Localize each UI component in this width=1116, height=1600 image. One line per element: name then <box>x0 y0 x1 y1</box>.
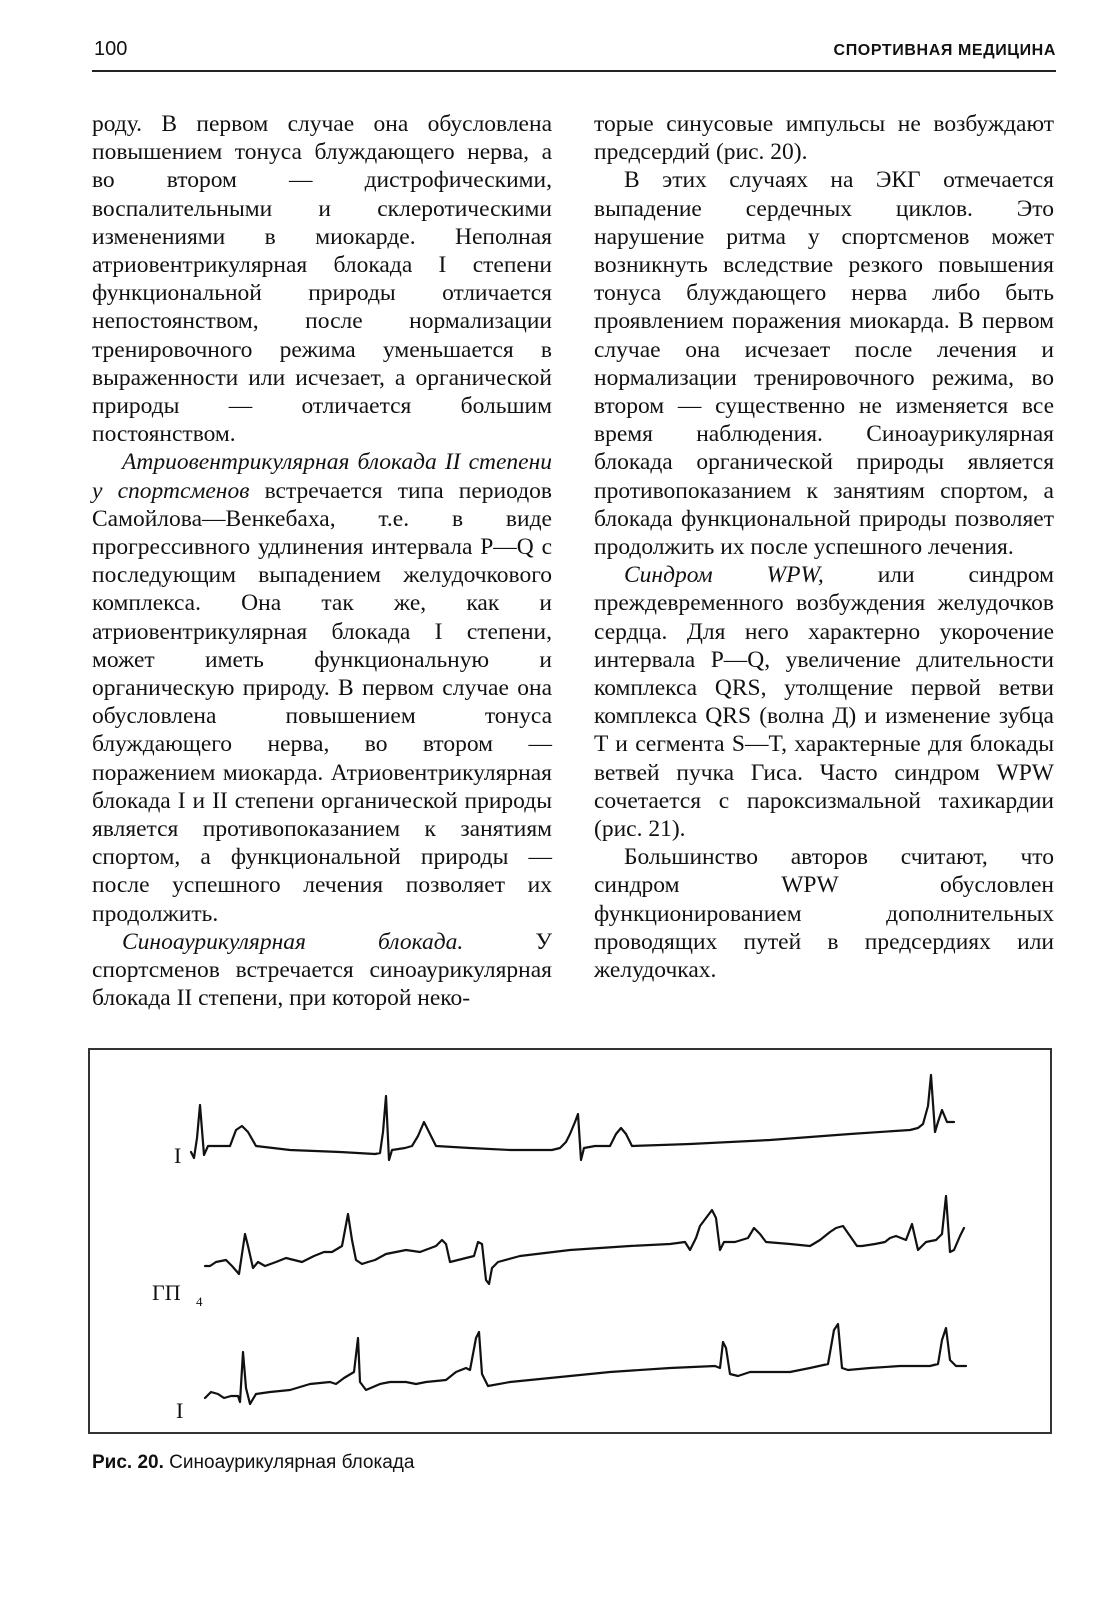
paragraph: В этих случаях на ЭКГ отмечается выпадение сердечных циклов. Это нарушение ритма у спортсменов может возникнуть вследствие резкого повышения тонуса блуждающего нерва либо быть проявлением поражения миокарда. В первом случае она исчезает после лечения и нормализации тренировочного режима, во втором — существенно не изменяется все время наблюдения. Синоаурикулярная блокада органической природы является противопоказанием к занятиям спортом, а блокада функциональной природы позволяет продолжить их после успешного лечения. <box>594 167 1054 561</box>
ecg-traces <box>90 1050 1054 1436</box>
paragraph: роду. В первом случае она обусловлена повышением тонуса блуждающего нерва, а во втором — дистрофическими, воспалительными и склеротическими изменениями в миокарде. Неполная атриовентрикулярная блокада I степени функциональной природы отличается непостоянством, после нормализации тренировочного режима уменьшается в выраженности или исчезает, а органической природы — отличается большим постоянством. <box>92 111 552 448</box>
lead-label: I <box>176 1398 184 1423</box>
running-title: СПОРТИВНАЯ МЕДИЦИНА <box>833 42 1056 59</box>
lead-label: ГП <box>152 1280 181 1305</box>
italic-term: Синоаурикулярная блокада. <box>122 928 464 955</box>
ecg-trace-lead-3 <box>205 1324 966 1404</box>
paragraph: торые синусовые импульсы не возбуждают предсердий (рис. 20). <box>594 111 1054 166</box>
caption-text: Синоаурикулярная блокада <box>169 1452 415 1473</box>
lead-label: I <box>174 1143 182 1168</box>
left-column <box>92 110 552 1013</box>
page-header <box>92 36 1056 72</box>
paragraph <box>92 448 552 927</box>
figure-caption <box>92 1452 414 1474</box>
paragraph-text: встречается типа периодов Самойлова—Венкебаха, т.е. в виде прогрессивного удлинения интервала P—Q с последующим выпадением желудочкового комплекса. Она так же, как и атриовентрикулярная блокада I степени, может иметь функциональную и органическую природу. В первом случае она обусловлена повышением тонуса блуждающего нерва, во втором — поражением миокарда. Атриовентрикулярная блокада I и II степени органической природы является противопоказанием к занятиям спортом, а функциональной природы — после успешного лечения позволяет их продолжить. <box>92 477 553 927</box>
ecg-trace-lead-1 <box>191 1075 954 1160</box>
caption-label: Рис. 20. <box>92 1452 164 1473</box>
paragraph: Большинство авторов считают, что синдром WPW обусловлен функционированием дополнительных проводящих путей в предсердиях или желудочках. <box>594 844 1054 984</box>
ecg-figure <box>88 1048 1052 1434</box>
paragraph-text: или синдром преждевременного возбуждения желудочков сердца. Для него характерно укорочение интервала P—Q, увеличение длительности комплекса QRS, утолщение первой ветви комплекса QRS (волна Д) и изменение зубца T и сегмента S—T, характерные для блокады ветвей пучка Гиса. Часто синдром WPW сочетается с пароксизмальной тахикардии (рис. 21). <box>594 562 1054 843</box>
paragraph <box>594 561 1054 843</box>
paragraph <box>92 928 552 1013</box>
italic-term: Атриовентрикулярная блокада II степени у спортсменов <box>92 449 552 504</box>
page-number: 100 <box>94 38 128 60</box>
ecg-trace-lead-2 <box>205 1196 964 1284</box>
paragraph-text: У спортсменов встречается синоаурикулярная блокада II степени, при которой неко- <box>92 928 552 1012</box>
italic-term: Синдром WPW, <box>624 562 824 589</box>
right-column <box>594 110 1054 984</box>
lead-label-subscript: 4 <box>196 1294 203 1309</box>
